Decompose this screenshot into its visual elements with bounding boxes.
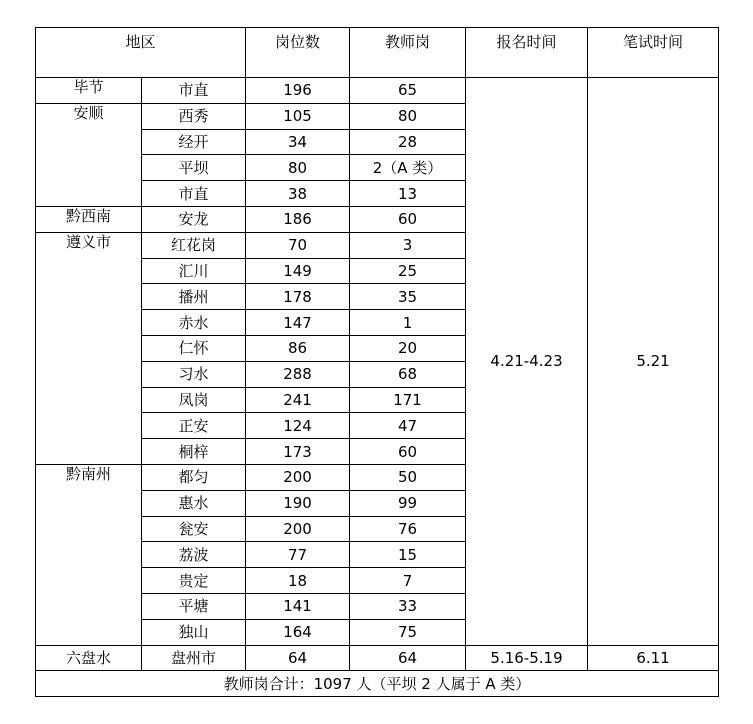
positions-cell: 190 (246, 490, 350, 516)
region-cell: 安顺 (36, 103, 142, 206)
positions-cell: 200 (246, 464, 350, 490)
district-cell: 安龙 (142, 206, 246, 232)
table-header (36, 28, 719, 78)
district-cell: 汇川 (142, 258, 246, 284)
positions-cell: 186 (246, 206, 350, 232)
district-cell: 市直 (142, 78, 246, 104)
teachers-cell: 20 (350, 335, 466, 361)
header-row (36, 28, 719, 78)
positions-cell: 288 (246, 361, 350, 387)
region-cell: 遵义市 (36, 232, 142, 464)
district-cell: 荔波 (142, 542, 246, 568)
teachers-cell: 64 (350, 645, 466, 671)
district-cell: 市直 (142, 181, 246, 207)
district-cell: 贵定 (142, 568, 246, 594)
teachers-cell: 3 (350, 232, 466, 258)
teachers-cell: 28 (350, 129, 466, 155)
teachers-cell: 33 (350, 593, 466, 619)
positions-cell: 164 (246, 619, 350, 645)
district-cell: 凤岗 (142, 387, 246, 413)
teachers-cell: 99 (350, 490, 466, 516)
header-exam-time: 笔试时间 (588, 28, 719, 78)
teachers-cell: 80 (350, 103, 466, 129)
district-cell: 瓮安 (142, 516, 246, 542)
positions-cell: 64 (246, 645, 350, 671)
positions-cell: 38 (246, 181, 350, 207)
district-cell: 都匀 (142, 464, 246, 490)
teachers-cell: 68 (350, 361, 466, 387)
registration-time-cell: 4.21-4.23 (466, 78, 588, 646)
district-cell: 赤水 (142, 310, 246, 336)
district-cell: 平坝 (142, 155, 246, 181)
teachers-cell: 76 (350, 516, 466, 542)
teachers-cell: 15 (350, 542, 466, 568)
positions-cell: 80 (246, 155, 350, 181)
positions-cell: 147 (246, 310, 350, 336)
region-cell: 黔南州 (36, 464, 142, 645)
teachers-cell: 7 (350, 568, 466, 594)
teachers-cell: 171 (350, 387, 466, 413)
table-row (36, 78, 719, 104)
exam-time-cell: 6.11 (588, 645, 719, 671)
positions-cell: 70 (246, 232, 350, 258)
positions-cell: 149 (246, 258, 350, 284)
positions-cell: 77 (246, 542, 350, 568)
positions-cell: 173 (246, 439, 350, 465)
positions-cell: 141 (246, 593, 350, 619)
district-cell: 平塘 (142, 593, 246, 619)
teachers-cell: 75 (350, 619, 466, 645)
region-cell: 六盘水 (36, 645, 142, 671)
district-cell: 习水 (142, 361, 246, 387)
teachers-cell: 60 (350, 439, 466, 465)
district-cell: 仁怀 (142, 335, 246, 361)
region-cell: 毕节 (36, 78, 142, 104)
district-cell: 西秀 (142, 103, 246, 129)
recruitment-table (35, 27, 719, 697)
teachers-cell: 35 (350, 284, 466, 310)
header-positions: 岗位数 (246, 28, 350, 78)
teachers-cell: 13 (350, 181, 466, 207)
district-cell: 经开 (142, 129, 246, 155)
district-cell: 红花岗 (142, 232, 246, 258)
positions-cell: 241 (246, 387, 350, 413)
teachers-cell: 25 (350, 258, 466, 284)
header-region: 地区 (36, 28, 246, 78)
footer-total: 教师岗合计：1097 人（平坝 2 人属于 A 类） (36, 671, 719, 697)
teachers-cell: 50 (350, 464, 466, 490)
teachers-cell: 60 (350, 206, 466, 232)
footer-row (36, 671, 719, 697)
table-row (36, 645, 719, 671)
district-cell: 播州 (142, 284, 246, 310)
positions-cell: 86 (246, 335, 350, 361)
teachers-cell: 65 (350, 78, 466, 104)
positions-cell: 18 (246, 568, 350, 594)
positions-cell: 34 (246, 129, 350, 155)
teachers-cell: 2（A 类） (350, 155, 466, 181)
exam-time-cell: 5.21 (588, 78, 719, 646)
positions-cell: 200 (246, 516, 350, 542)
teachers-cell: 47 (350, 413, 466, 439)
positions-cell: 124 (246, 413, 350, 439)
region-cell: 黔西南 (36, 206, 142, 232)
district-cell: 盘州市 (142, 645, 246, 671)
header-teacher-positions: 教师岗 (350, 28, 466, 78)
positions-cell: 105 (246, 103, 350, 129)
header-registration-time: 报名时间 (466, 28, 588, 78)
registration-time-cell: 5.16-5.19 (466, 645, 588, 671)
positions-cell: 178 (246, 284, 350, 310)
district-cell: 独山 (142, 619, 246, 645)
table-body (36, 78, 719, 697)
district-cell: 正安 (142, 413, 246, 439)
district-cell: 惠水 (142, 490, 246, 516)
positions-cell: 196 (246, 78, 350, 104)
teachers-cell: 1 (350, 310, 466, 336)
district-cell: 桐梓 (142, 439, 246, 465)
